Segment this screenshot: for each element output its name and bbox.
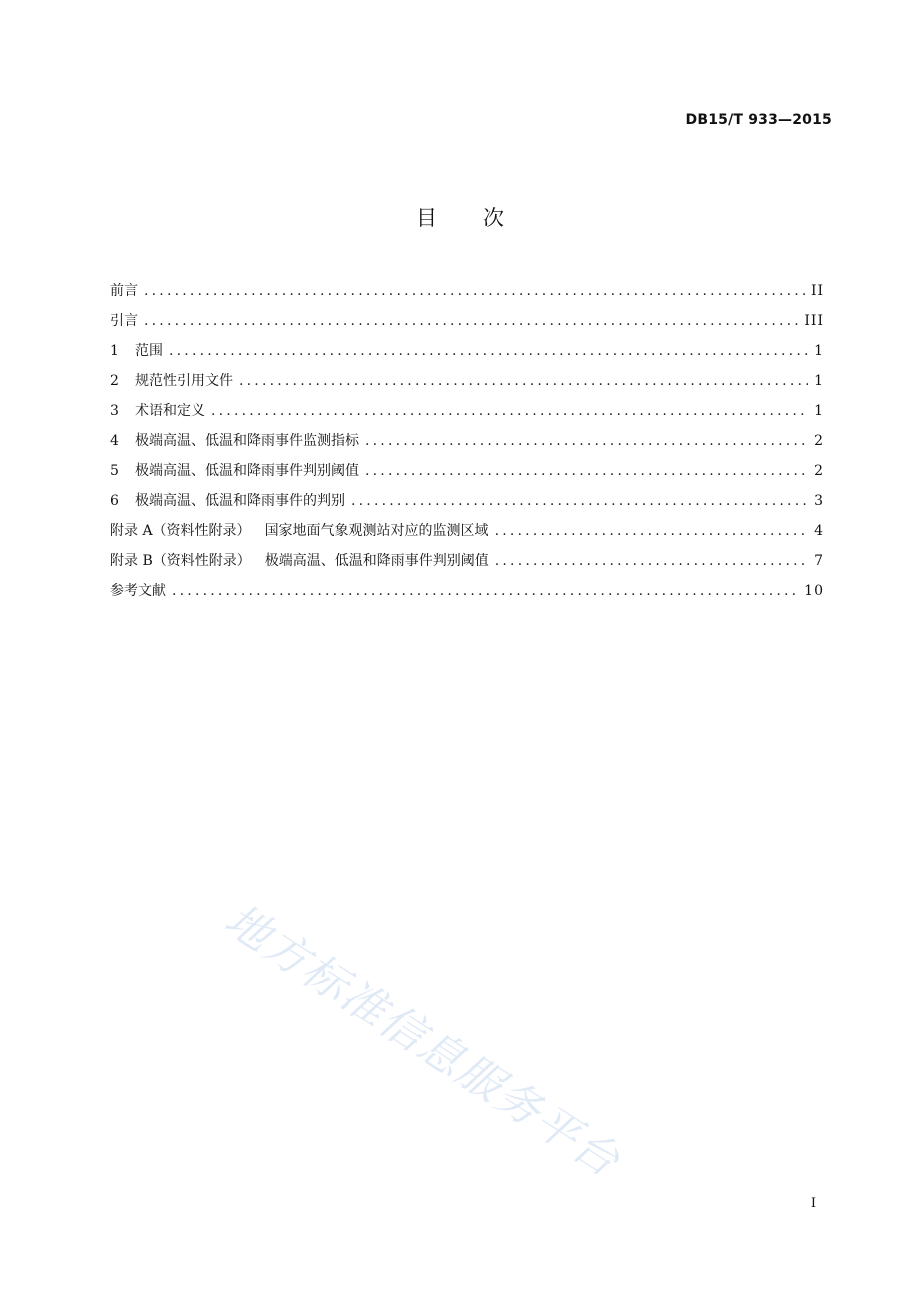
toc-entry-scope[interactable] bbox=[110, 336, 824, 366]
toc-leader-dots bbox=[365, 456, 808, 486]
toc-entry-label: 3 术语和定义 bbox=[110, 403, 205, 419]
toc-leader-dots bbox=[169, 336, 808, 366]
toc-entry-label: 1 范围 bbox=[110, 343, 163, 359]
toc-entry-page: 4 bbox=[814, 523, 824, 539]
toc-leader-dots bbox=[495, 516, 809, 546]
toc-leader-dots bbox=[239, 366, 808, 396]
toc-entry-label: 6 极端高温、低温和降雨事件的判别 bbox=[110, 493, 345, 509]
toc-entry-page: 2 bbox=[814, 433, 824, 449]
toc-entry-page: 1 bbox=[814, 403, 824, 419]
toc-entry-label: 附录 B（资料性附录） 极端高温、低温和降雨事件判别阈值 bbox=[110, 553, 489, 569]
toc-leader-dots bbox=[495, 546, 808, 576]
toc-entry-page: 1 bbox=[814, 343, 824, 359]
toc-entry-page: 1 bbox=[814, 373, 824, 389]
toc-entry-page: II bbox=[810, 283, 824, 299]
toc-entry-label: 5 极端高温、低温和降雨事件判别阈值 bbox=[110, 463, 359, 479]
page-number: I bbox=[810, 1196, 816, 1211]
toc-entry-introduction[interactable] bbox=[110, 306, 824, 336]
toc-entry-normative-references[interactable] bbox=[110, 366, 824, 396]
toc-entry-page: 2 bbox=[814, 463, 824, 479]
toc-entry-label: 参考文献 bbox=[110, 583, 166, 599]
toc-entry-foreword[interactable] bbox=[110, 276, 824, 306]
toc-entry-label: 前言 bbox=[110, 283, 138, 299]
toc-leader-dots bbox=[211, 396, 808, 426]
toc-entry-label: 4 极端高温、低温和降雨事件监测指标 bbox=[110, 433, 359, 449]
toc-entry-label: 附录 A（资料性附录） 国家地面气象观测站对应的监测区域 bbox=[110, 523, 489, 539]
toc-entry-page: 7 bbox=[814, 553, 824, 569]
toc-entry-thresholds[interactable] bbox=[110, 456, 824, 486]
toc-entry-event-identification[interactable] bbox=[110, 486, 824, 516]
toc-entry-appendix-a[interactable] bbox=[110, 516, 824, 546]
toc-entry-appendix-b[interactable] bbox=[110, 546, 824, 576]
toc-leader-dots bbox=[172, 576, 798, 606]
title-char-1: 目 bbox=[416, 206, 437, 230]
toc-entry-label: 引言 bbox=[110, 313, 138, 329]
toc-leader-dots bbox=[351, 486, 808, 516]
toc-entry-page: 3 bbox=[814, 493, 824, 509]
toc-entry-monitoring-indicators[interactable] bbox=[110, 426, 824, 456]
table-of-contents bbox=[110, 276, 824, 606]
toc-entry-page: 10 bbox=[804, 583, 824, 599]
document-code: DB15/T 933—2015 bbox=[685, 112, 832, 128]
toc-entry-page: III bbox=[804, 313, 824, 329]
watermark: 地方标准信息服务平台 bbox=[215, 894, 630, 1188]
toc-leader-dots bbox=[365, 426, 808, 456]
toc-entry-label: 2 规范性引用文件 bbox=[110, 373, 233, 389]
title-char-2: 次 bbox=[483, 206, 504, 230]
toc-entry-terms-definitions[interactable] bbox=[110, 396, 824, 426]
page-title bbox=[0, 202, 920, 232]
toc-leader-dots bbox=[144, 276, 805, 306]
toc-leader-dots bbox=[144, 306, 798, 336]
toc-entry-bibliography[interactable] bbox=[110, 576, 824, 606]
